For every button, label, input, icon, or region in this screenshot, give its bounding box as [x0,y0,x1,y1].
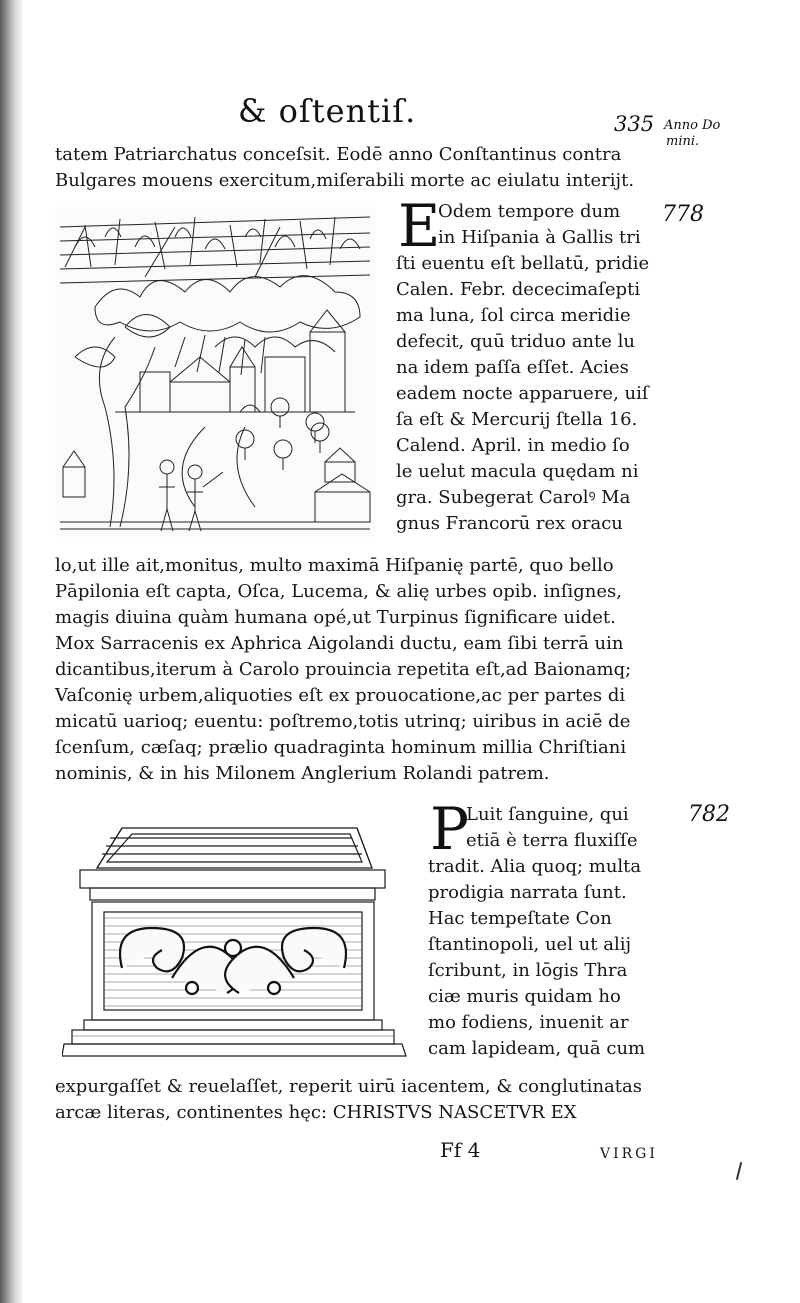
body-line: micatū uarioq; euentu: poſtremo,totis utrinq; uiribus in aciē de [55,711,631,732]
body-line: magis diuina quàm humana opé,ut Turpinus ſignificare uidet. [55,607,616,628]
body-line: cam lapideam, quā cum [428,1038,646,1059]
body-line: Hac tempeſtate Con [428,908,612,929]
margin-year: 782 [688,802,730,827]
body-line: Vaſconię urbem,aliquoties eſt ex prouocatione,ac per partes di [55,685,626,706]
body-line: prodigia narrata ſunt. [428,882,627,903]
body-line: ſcribunt, in lōgis Thra [428,960,628,981]
body-line: ciæ muris quidam ho [428,986,621,1007]
body-line: expurgaſſet & reuelaſſet, reperit uirū iacentem, & conglutinatas [55,1076,642,1097]
body-line: gnus Francorū rex oracu [396,513,623,534]
body-line: Calen. Febr. dececimaſepti [396,279,641,300]
catchword: VIRGI [600,1146,658,1162]
body-line: lo,ut ille ait,monitus, multo maximā Hiſpanię partē, quo bello [55,555,614,576]
margin-note-anno-domini [664,118,720,150]
page-number: 335 [614,112,655,136]
body-line: le uelut macula quędam ni [396,461,639,482]
body-line: eadem nocte apparuere, uiſ [396,383,649,404]
body-line: na idem paſſa eſſet. Acies [396,357,629,378]
body-line: mo fodiens, inuenit ar [428,1012,629,1033]
body-line: ſti euentu eſt bellatū, pridie [396,253,650,274]
body-line: Pāpilonia eſt capta, Oſca, Lucema, & alię urbes opib. inſignes, [55,581,622,602]
body-line: ſa eſt & Mercurij ſtella 16. [396,409,638,430]
stray-ink-mark [736,1162,742,1180]
body-line: in Hiſpania à Gallis tri [438,227,641,248]
dropcap-e: E [398,192,441,260]
body-line: Bulgares mouens exercitum,miſerabili morte ac eiulatu interijt. [55,170,635,191]
body-line: Calend. April. in medio ſo [396,435,630,456]
body-line: ſcenſum, cæſaq; prælio quadraginta hominum millia Chriſtiani [55,737,627,758]
body-line: defecit, quū triduo ante lu [396,331,635,352]
body-line: nominis, & in his Milonem Anglerium Rolandi patrem. [55,763,550,784]
body-line: gra. Subegerat Carolꝰ Ma [396,487,631,508]
woodcut-battle-in-sky [55,207,375,537]
woodcut-stone-chest [62,818,407,1063]
signature-mark: Ff 4 [440,1138,481,1162]
body-line: Odem tempore dum [438,201,621,222]
body-line: tradit. Alia quoq; multa [428,856,642,877]
body-line: dicantibus,iterum à Carolo prouincia repetita eſt,ad Baionamq; [55,659,632,680]
body-line: Mox Sarracenis ex Aphrica Aigolandi ductu, eam ſibi terrā uin [55,633,624,654]
body-line: arcæ literas, continentes hęc: CHRISTVS NASCETVR EX [55,1102,577,1123]
dropcap-p: P [430,795,470,863]
body-line: ma luna, ſol circa meridie [396,305,631,326]
margin-note-line: Anno Do [664,118,721,133]
body-line: Luit ſanguine, qui [466,804,629,825]
margin-note-line: mini. [666,134,700,149]
body-line: etiā è terra fluxiſſe [466,830,638,851]
body-line: ſtantinopoli, uel ut alij [428,934,632,955]
running-title: & oſtentiſ. [238,92,417,130]
margin-year: 778 [662,202,704,227]
body-line: tatem Patriarchatus conceſsit. Eodē anno Conſtantinus contra [55,144,622,165]
